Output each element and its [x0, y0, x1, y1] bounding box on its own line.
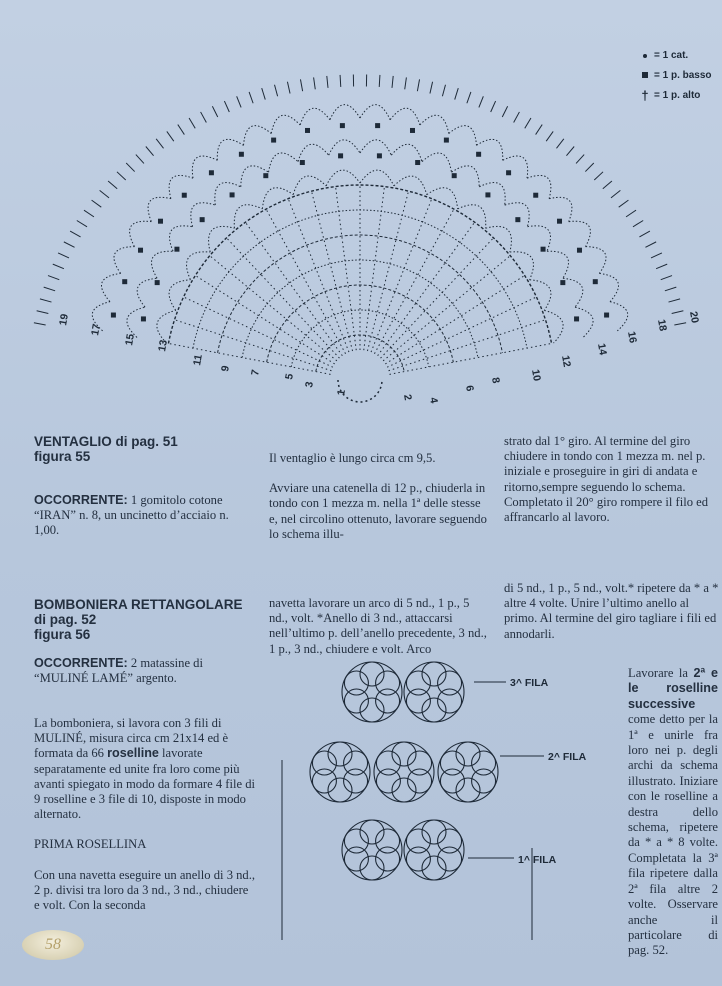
intro-bold: roselline [107, 746, 159, 761]
bomboniera-col3-p1: di 5 nd., 1 p., 5 nd., volt.* ripetere da * a * altre 4 volte. Unire l’ultimo anello al primo. Al termine del giro tagliare i fili ed annodarli. [504, 581, 719, 641]
bomboniera-col4 [628, 666, 718, 959]
row-number-label: 15 [123, 332, 137, 347]
bomboniera-occorrente [34, 656, 256, 686]
row-number-label: 19 [57, 312, 71, 327]
legend-chain-label: = 1 cat. [654, 50, 689, 61]
occorrente-label: OCCORRENTE: [34, 656, 128, 670]
row-number-label: 13 [156, 338, 170, 353]
dot-icon [643, 54, 647, 58]
ventaglio-col3 [504, 434, 716, 525]
bomboniera-col1-p3: Con una navetta eseguire un anello di 3 nd., 2 p. divisi tra loro da 3 nd., 3 nd., chiudere e volt. Con la seconda [34, 867, 256, 913]
bomboniera-col2 [269, 596, 491, 657]
bomboniera-page: di pag. 52 [34, 612, 97, 627]
row-number-label: 4 [427, 396, 440, 405]
bomboniera-title-block [34, 597, 264, 642]
row-number-label: 14 [595, 342, 609, 357]
page-number-badge [22, 930, 84, 960]
row-number-label: 3 [303, 380, 316, 389]
row-number-label: 18 [655, 318, 669, 333]
rosette [374, 742, 434, 802]
legend-single-label: = 1 p. basso [654, 70, 712, 81]
ventaglio-col2-p2: Avviare una catenella di 12 p., chiuderla in tondo con 1 mezza m. nella 1ª delle stesse e, nel circolino ottenuto, lavorare seguendo lo schema illu- [269, 481, 487, 541]
rosette [404, 662, 464, 722]
occorrente-text: 2 matassine di “MULINÉ LAMÉ” argento. [34, 656, 203, 686]
legend-double-label: = 1 p. alto [654, 90, 701, 101]
ventaglio-figure: figura 55 [34, 449, 91, 464]
ventaglio-col3-p1: strato dal 1° giro. Al termine del giro chiudere in tondo con 1 mezza m. nel p. iniziale e proseguire in giri di andata e ritorno,sempre seguendo lo schema. Completato il 20° giro rompere il filo ed affrancarlo al lavoro. [504, 434, 709, 525]
rosette [342, 820, 402, 880]
occorrente-label: OCCORRENTE: [34, 493, 128, 507]
ventaglio-occorrente [34, 493, 256, 539]
chart-legend [640, 46, 712, 106]
row-number-label: 5 [283, 372, 296, 381]
prima-rosellina-heading: PRIMA ROSELLINA [34, 837, 147, 852]
row-number-label: 11 [191, 353, 205, 367]
col4-a: Lavorare la [628, 666, 694, 680]
row-number-label: 16 [625, 330, 639, 345]
rosette-tatting-chart [278, 650, 608, 940]
intro-b: lavorate separatamente ed unite fra loro come più avanti spiegato in modo da formare 4 file di 9 roselline e 3 file di 10, disposte in modo alternato. [34, 746, 256, 822]
ventaglio-col2 [269, 451, 489, 542]
row2-label: 2^ FILA [548, 751, 587, 763]
row-number-label: 7 [249, 368, 262, 377]
bomboniera-col2-p1: navetta lavorare un arco di 5 nd., 1 p., 5 nd., volt. *Anello di 3 nd., attaccarsi nell’ultimo p. dell’anello precedente, 3 nd., 1 p., 3 nd., chiudere e volt. Arco [269, 596, 487, 656]
row-number-label: 20 [687, 310, 701, 325]
rosette [404, 820, 464, 880]
legend-double [640, 86, 712, 106]
ventaglio-col2-p1: Il ventaglio è lungo circa cm 9,5. [269, 451, 436, 465]
bomboniera-intro [34, 716, 256, 822]
row-number-label: 8 [489, 376, 502, 385]
row-number-label: 9 [219, 364, 232, 373]
col4-b: come detto per la 1ª e unirle fra loro nei p. degli archi da schema illustrato. Iniziare con le roselline a destra dello schema, ripetere da * a * 8 volte. Completata la 3ª fila ripetere dalla 2ª fila altre 2 volte. Osservare anche il particolare di pag. 52. [628, 712, 718, 958]
row-number-label: 10 [529, 368, 543, 383]
cross-stitch-icon: † [641, 88, 649, 103]
row-number-label: 17 [89, 322, 103, 337]
bomboniera-col3 [504, 581, 720, 642]
row3-label: 3^ FILA [510, 677, 549, 689]
rosette [310, 742, 370, 802]
page-number: 58 [45, 936, 61, 953]
fan-crochet-chart [0, 0, 722, 430]
legend-single [640, 66, 712, 86]
bomboniera-col1 [34, 716, 256, 913]
rosette [342, 662, 402, 722]
row-number-label: 12 [559, 354, 573, 369]
legend-chain [640, 46, 712, 66]
row-number-label: 1 [335, 388, 348, 397]
col4-bold: 2ª e le roselline successive [628, 666, 718, 711]
bomboniera-title: BOMBONIERA RETTANGOLARE [34, 597, 243, 612]
rosette [438, 742, 498, 802]
row-number-label: 2 [401, 393, 414, 402]
row-number-label: 6 [463, 384, 476, 393]
bomboniera-figure: figura 56 [34, 627, 91, 642]
occorrente-text: 1 gomitolo cotone “IRAN” n. 8, un uncinetto d’acciaio n. 1,00. [34, 493, 229, 538]
square-icon [642, 72, 648, 78]
intro-a: La bomboniera, si lavora con 3 fili di MULINÉ, misura circa cm 21x14 ed è formata da 66 [34, 716, 229, 761]
ventaglio-title: VENTAGLIO di pag. 51 [34, 434, 178, 449]
row1-label: 1^ FILA [518, 854, 557, 866]
ventaglio-title-block [34, 434, 254, 464]
